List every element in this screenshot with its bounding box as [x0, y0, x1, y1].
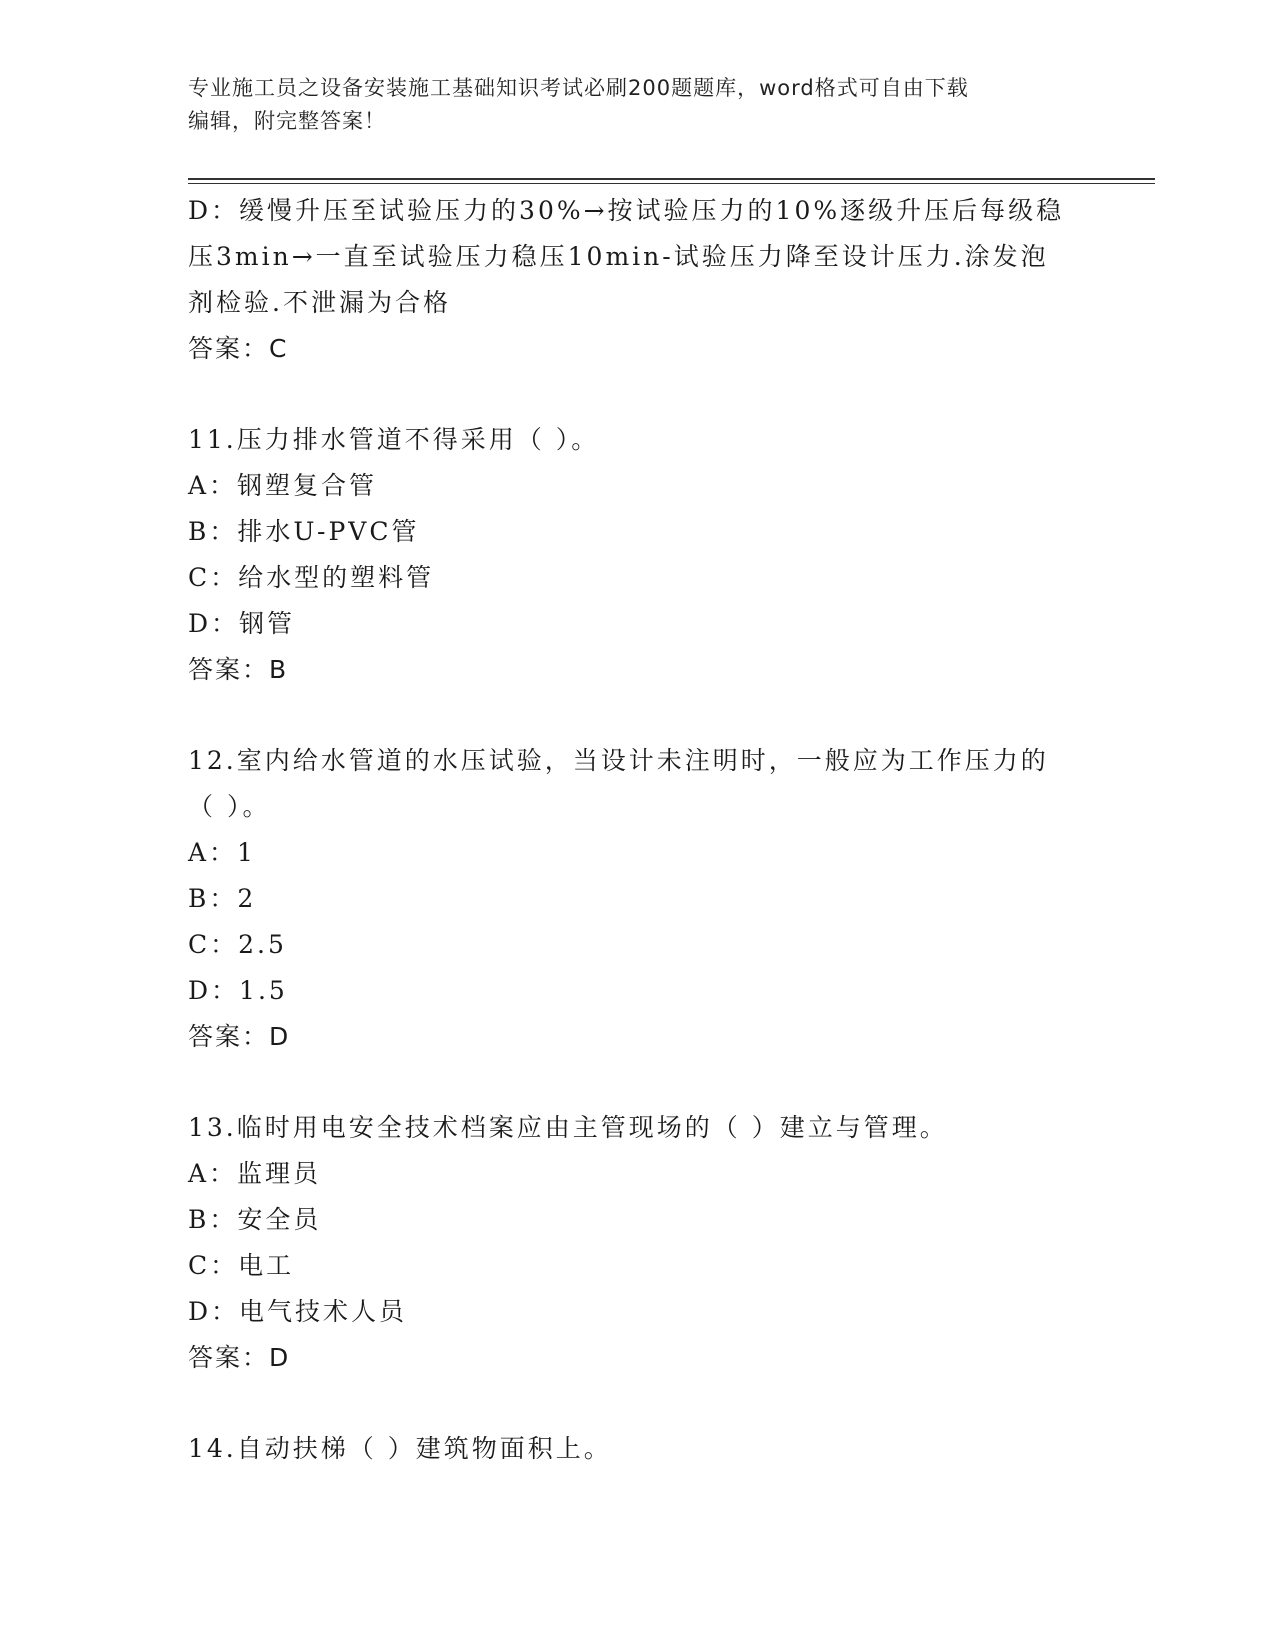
option-d: D：电气技术人员	[188, 1297, 408, 1326]
option-c: C：给水型的塑料管	[188, 563, 435, 592]
answer-label: 答案：D	[188, 1022, 291, 1051]
option-d-continued: 压3min→一直至试验压力稳压10min-试验压力降至设计压力.涂发泡	[188, 242, 1049, 271]
question-text: 13.临时用电安全技术档案应由主管现场的（ ）建立与管理。	[188, 1113, 948, 1142]
question-11	[188, 417, 1088, 693]
option-a: A：钢塑复合管	[188, 471, 378, 500]
answer-label: 答案：B	[188, 655, 289, 684]
question-text-continued: （ ）。	[188, 792, 271, 821]
header-title-line1: 专业施工员之设备安装施工基础知识考试必刷200题题库，word格式可自由下载	[188, 76, 969, 100]
question-text: 12.室内给水管道的水压试验，当设计未注明时，一般应为工作压力的	[188, 746, 1049, 775]
answer-label: 答案：C	[188, 334, 289, 363]
question-text: 11.压力排水管道不得采用（ ）。	[188, 425, 600, 454]
header-title-line2: 编辑，附完整答案！	[188, 109, 386, 133]
answer-label: 答案：D	[188, 1343, 291, 1372]
question-text: 14.自动扶梯（ ）建筑物面积上。	[188, 1434, 612, 1463]
option-a: A：1	[188, 838, 256, 867]
question-list	[188, 188, 1088, 1472]
option-c: C：2.5	[188, 930, 287, 959]
option-b: B：排水U-PVC管	[188, 517, 420, 546]
option-a: A：监理员	[188, 1159, 322, 1188]
question-10-continued	[188, 188, 1088, 372]
header-divider-thick	[188, 178, 1155, 180]
question-14	[188, 1426, 1088, 1472]
option-d: D：缓慢升压至试验压力的30%→按试验压力的10%逐级升压后每级稳	[188, 196, 1065, 225]
option-d-continued: 剂检验.不泄漏为合格	[188, 288, 451, 317]
option-b: B：2	[188, 884, 257, 913]
question-12	[188, 738, 1088, 1060]
header-divider-thin	[188, 183, 1155, 184]
question-13	[188, 1105, 1088, 1381]
option-b: B：安全员	[188, 1205, 322, 1234]
document-header	[188, 72, 1088, 138]
option-d: D：1.5	[188, 976, 288, 1005]
option-d: D：钢管	[188, 609, 296, 638]
option-c: C：电工	[188, 1251, 295, 1280]
